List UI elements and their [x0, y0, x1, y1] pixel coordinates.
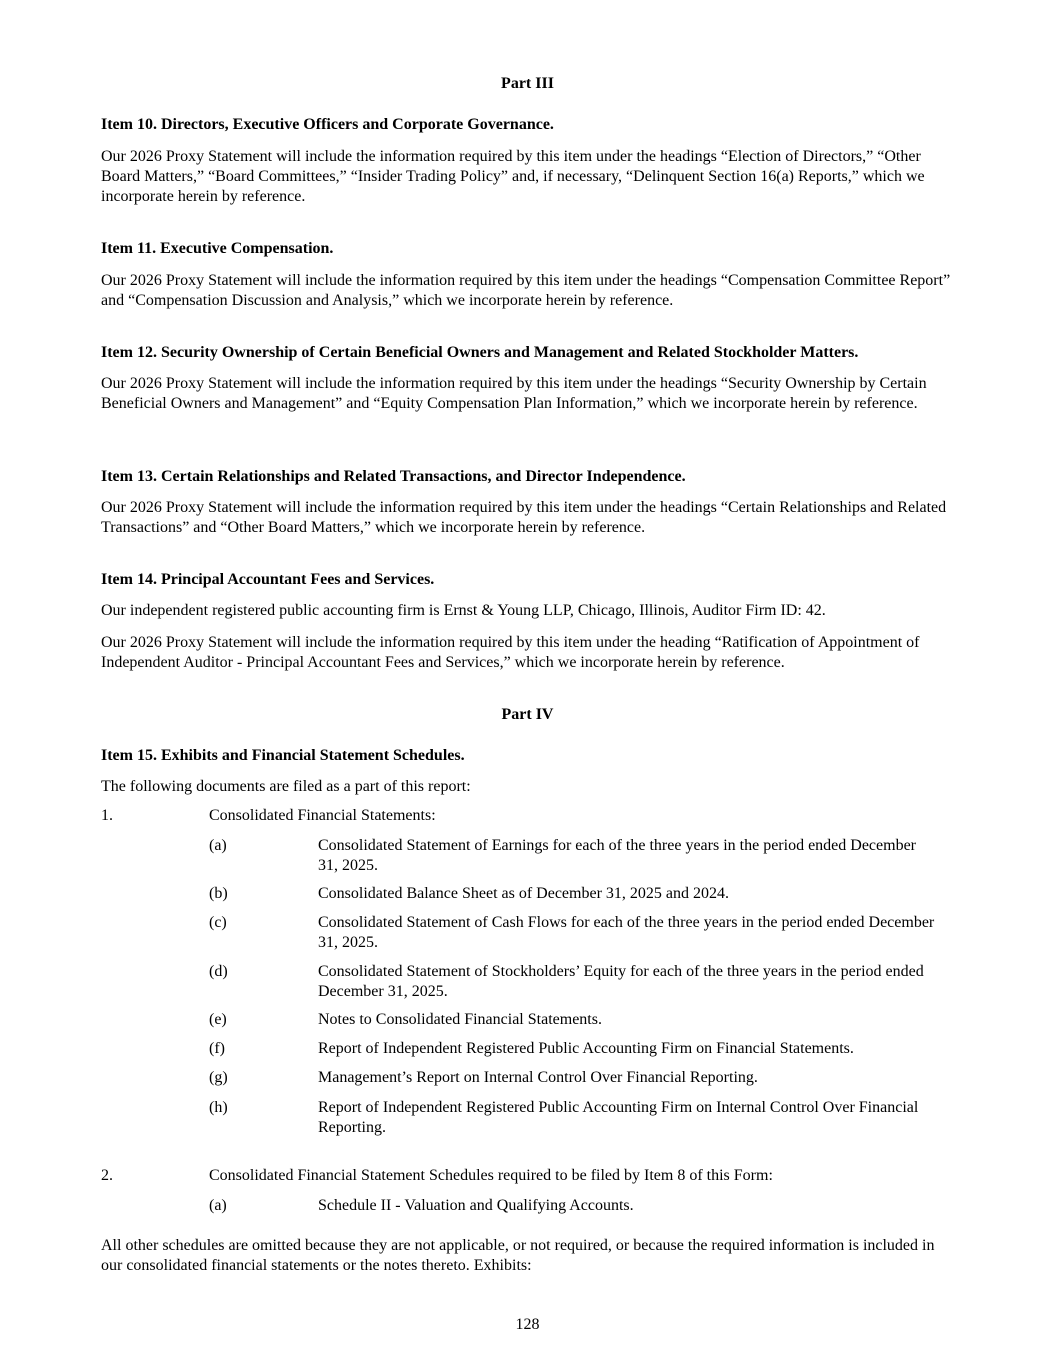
part-iv-heading: Part IV	[501, 706, 554, 723]
page-number: 128	[515, 1316, 540, 1333]
item-10-paragraph: Our 2026 Proxy Statement will include the information required by this item under the headings “Election of Directors,” “Other Board Matters,” “Board Committees,” “Insider Trading Policy” and, if necessary, “Delinquent Section 16(a) Reports,” which we incorporate herein by reference.	[101, 148, 925, 205]
sub-text: Report of Independent Registered Public Accounting Firm on Internal Control Over Financial Reporting.	[318, 1099, 919, 1136]
item-11-heading: Item 11. Executive Compensation.	[101, 240, 334, 257]
sub-text: Consolidated Statement of Cash Flows for each of the three years in the period ended December 31, 2025.	[318, 914, 935, 951]
part-iii-heading: Part III	[501, 75, 554, 92]
sub-text: Consolidated Statement of Stockholders’ Equity for each of the three years in the period ended December 31, 2025.	[318, 963, 924, 1000]
sub-text: Consolidated Statement of Earnings for each of the three years in the period ended December 31, 2025.	[318, 837, 916, 874]
item-14-paragraph-1: Our independent registered public accounting firm is Ernst & Young LLP, Chicago, Illinois, Auditor Firm ID: 42.	[101, 602, 826, 619]
sub-text: Consolidated Balance Sheet as of December 31, 2025 and 2024.	[318, 885, 729, 902]
sub-text: Notes to Consolidated Financial Statements.	[318, 1011, 602, 1028]
item-12-paragraph: Our 2026 Proxy Statement will include the information required by this item under the headings “Security Ownership by Certain Beneficial Owners and Management” and “Equity Compensation Plan Information,” which we incorporate herein by reference.	[101, 375, 927, 412]
closing-paragraph: All other schedules are omitted because they are not applicable, or not required, or because the required information is included in our consolidated financial statements or the notes thereto. Exhibits:	[101, 1237, 935, 1274]
sub-label: (f)	[209, 1040, 225, 1057]
item-14-heading: Item 14. Principal Accountant Fees and Services.	[101, 571, 435, 588]
sub-label: (d)	[209, 963, 228, 980]
sub-label: (c)	[209, 914, 227, 931]
sub-text: Schedule II - Valuation and Qualifying Accounts.	[318, 1197, 634, 1214]
list-number: 2.	[101, 1167, 113, 1184]
sub-text: Management’s Report on Internal Control Over Financial Reporting.	[318, 1069, 758, 1086]
item-15-heading: Item 15. Exhibits and Financial Statement Schedules.	[101, 747, 465, 764]
list-number: 1.	[101, 807, 113, 824]
item-12-heading: Item 12. Security Ownership of Certain Beneficial Owners and Management and Related Stockholder Matters.	[101, 344, 859, 361]
item-11-paragraph: Our 2026 Proxy Statement will include the information required by this item under the headings “Compensation Committee Report” and “Compensation Discussion and Analysis,” which we incorporate herein by reference.	[101, 272, 951, 309]
item-13-heading: Item 13. Certain Relationships and Related Transactions, and Director Independence.	[101, 468, 686, 485]
item-15-intro: The following documents are filed as a part of this report:	[101, 778, 471, 795]
item-14-paragraph-2: Our 2026 Proxy Statement will include the information required by this item under the heading “Ratification of Appointment of Independent Auditor - Principal Accountant Fees and Services,” which we incorporate herein by reference.	[101, 634, 920, 671]
sub-label: (e)	[209, 1011, 227, 1028]
sub-label: (h)	[209, 1099, 228, 1116]
item-13-paragraph: Our 2026 Proxy Statement will include the information required by this item under the headings “Certain Relationships and Related Transactions” and “Other Board Matters,” which we incorporate herein by reference.	[101, 499, 947, 536]
item-10-heading: Item 10. Directors, Executive Officers and Corporate Governance.	[101, 116, 554, 133]
sub-label: (b)	[209, 885, 228, 902]
sub-label: (g)	[209, 1069, 228, 1086]
sub-text: Report of Independent Registered Public Accounting Firm on Financial Statements.	[318, 1040, 854, 1057]
list-title: Consolidated Financial Statement Schedules required to be filed by Item 8 of this Form:	[209, 1167, 773, 1184]
sub-label: (a)	[209, 1197, 227, 1214]
list-title: Consolidated Financial Statements:	[209, 807, 436, 824]
sub-label: (a)	[209, 837, 227, 854]
